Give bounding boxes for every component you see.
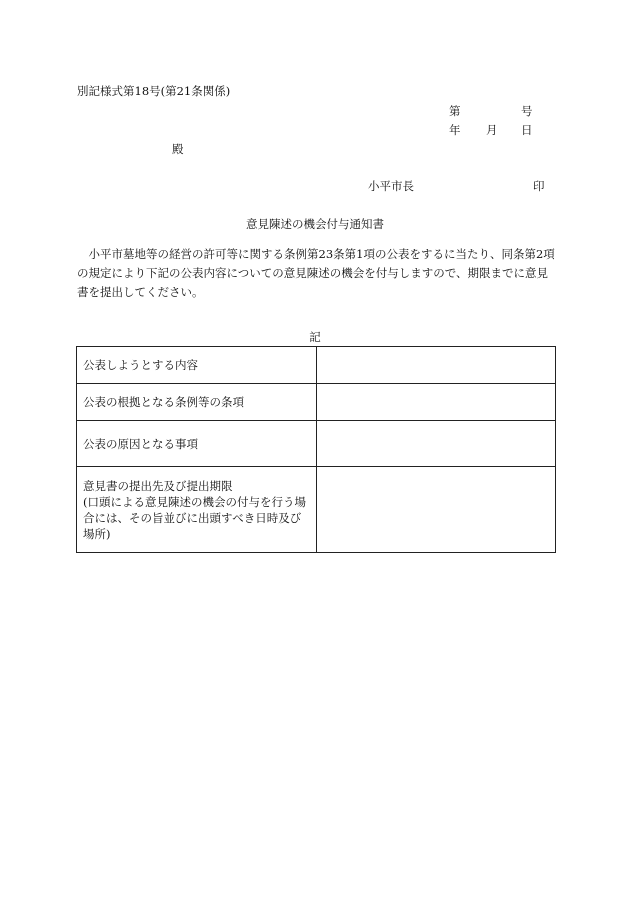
date-day-label: 日 (521, 123, 533, 137)
issuer-name: 小平市長 (368, 179, 414, 193)
table-row (77, 347, 556, 384)
row-value-cell (317, 347, 556, 384)
seal-mark: 印 (533, 179, 545, 193)
table-row (77, 467, 556, 553)
row-label: 意見書の提出先及び提出期限 (83, 478, 233, 493)
row-value-cell (317, 467, 556, 553)
form-number: 別記様式第18号(第21条関係) (77, 84, 231, 98)
table-row (77, 384, 556, 421)
row-value-cell (317, 421, 556, 467)
document-number-label: 第 (449, 104, 461, 118)
date-month-label: 月 (486, 123, 498, 137)
ki-marker: 記 (309, 330, 321, 344)
row-label: 公表しようとする内容 (77, 347, 317, 384)
row-label-with-note (77, 467, 317, 553)
row-label: 公表の原因となる事項 (77, 421, 317, 467)
row-note: (口頭による意見陳述の機会の付与を行う場合には、その旨並びに出頭すべき日時及び場所) (83, 494, 306, 541)
document-number-suffix: 号 (521, 104, 533, 118)
body-paragraph: 小平市墓地等の経営の許可等に関する条例第23条第1項の公表をするに当たり、同条第2項の規定により下記の公表内容についての意見陳述の機会を付与しますので、期限までに意見書を提出してください。 (77, 247, 555, 299)
document-title: 意見陳述の機会付与通知書 (246, 217, 384, 231)
detail-table (76, 346, 556, 553)
row-label: 公表の根拠となる条例等の条項 (77, 384, 317, 421)
date-year-label: 年 (449, 123, 461, 137)
addressee-suffix: 殿 (172, 142, 184, 156)
table-row (77, 421, 556, 467)
row-value-cell (317, 384, 556, 421)
